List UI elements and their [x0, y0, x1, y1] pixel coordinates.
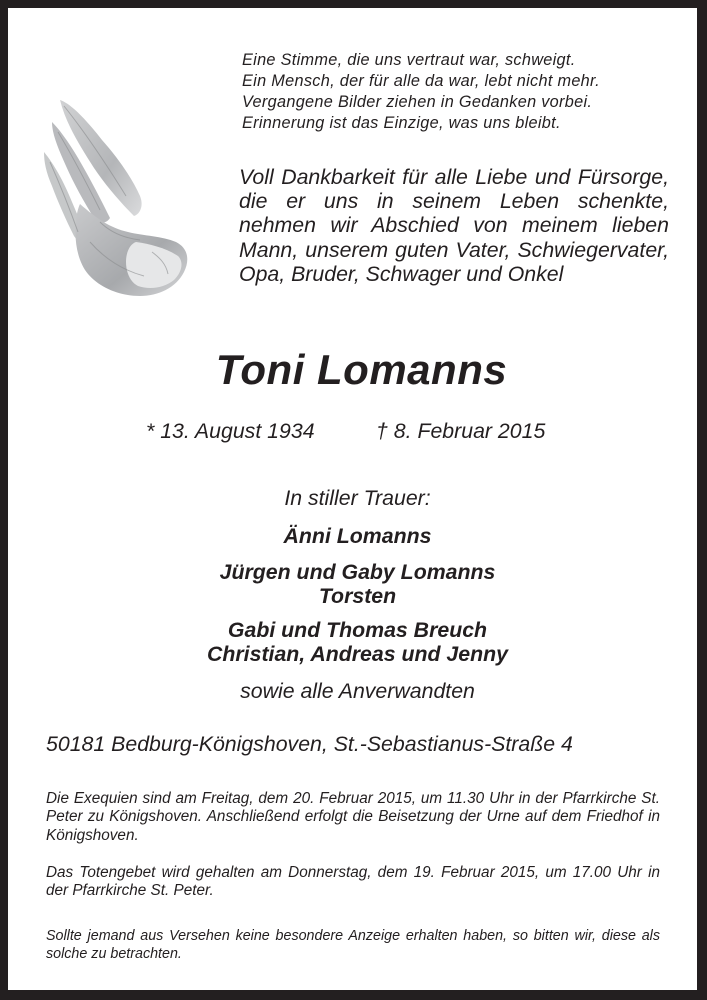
mourner-group [8, 560, 707, 608]
funeral-service-info: Die Exequien sind am Freitag, dem 20. Februar 2015, um 11.30 Uhr in der Pfarrkirche St. Peter zu Königshoven. Anschließend erfolgt die Beisetzung der Urne auf dem Friedhof in Königshoven. [46, 790, 660, 844]
poem [242, 50, 682, 134]
mourner-name: Christian, Andreas und Jenny [207, 642, 508, 666]
notice-disclaimer: Sollte jemand aus Versehen keine besondere Anzeige erhalten haben, so bitten wir, diese als solche zu betrachten. [46, 928, 660, 962]
prayer-service-info: Das Totengebet wird gehalten am Donnerstag, dem 19. Februar 2015, um 17.00 Uhr in der Pfarrkirche St. Peter. [46, 864, 660, 900]
mourner-group [8, 524, 707, 548]
obituary-notice [8, 8, 697, 990]
mourners-outro: sowie alle Anverwandten [240, 679, 475, 703]
thanks-text: Voll Dankbarkeit für alle Liebe und Fürsorge, die er uns in seinem Leben schenkte, nehmen wir Abschied von meinem lieben Mann, unserem guten Vater, Schwiegervater, Opa, Bruder, Schwager und Onkel [239, 165, 669, 286]
mourner-group [8, 618, 707, 666]
mourners-intro: In stiller Trauer: [284, 486, 431, 510]
death-date: † 8. Februar 2015 [376, 419, 546, 443]
address: 50181 Bedburg-Königshoven, St.-Sebastianus-Straße 4 [46, 732, 573, 756]
deceased-name: Toni Lomanns [215, 346, 508, 393]
mourner-name: Änni Lomanns [283, 524, 432, 548]
mourner-name: Gabi und Thomas Breuch [227, 618, 488, 642]
poem-line: Vergangene Bilder ziehen in Gedanken vorbei. [242, 93, 593, 111]
poem-line: Eine Stimme, die uns vertraut war, schweigt. [242, 51, 576, 69]
mourner-name: Torsten [318, 584, 397, 608]
poem-line: Erinnerung ist das Einzige, was uns bleibt. [242, 114, 561, 132]
birth-date: * 13. August 1934 [146, 419, 315, 443]
poem-line: Ein Mensch, der für alle da war, lebt nicht mehr. [242, 72, 600, 90]
mourner-name: Jürgen und Gaby Lomanns [219, 560, 496, 584]
praying-hands-icon [40, 92, 210, 302]
mourners-block [8, 485, 707, 704]
